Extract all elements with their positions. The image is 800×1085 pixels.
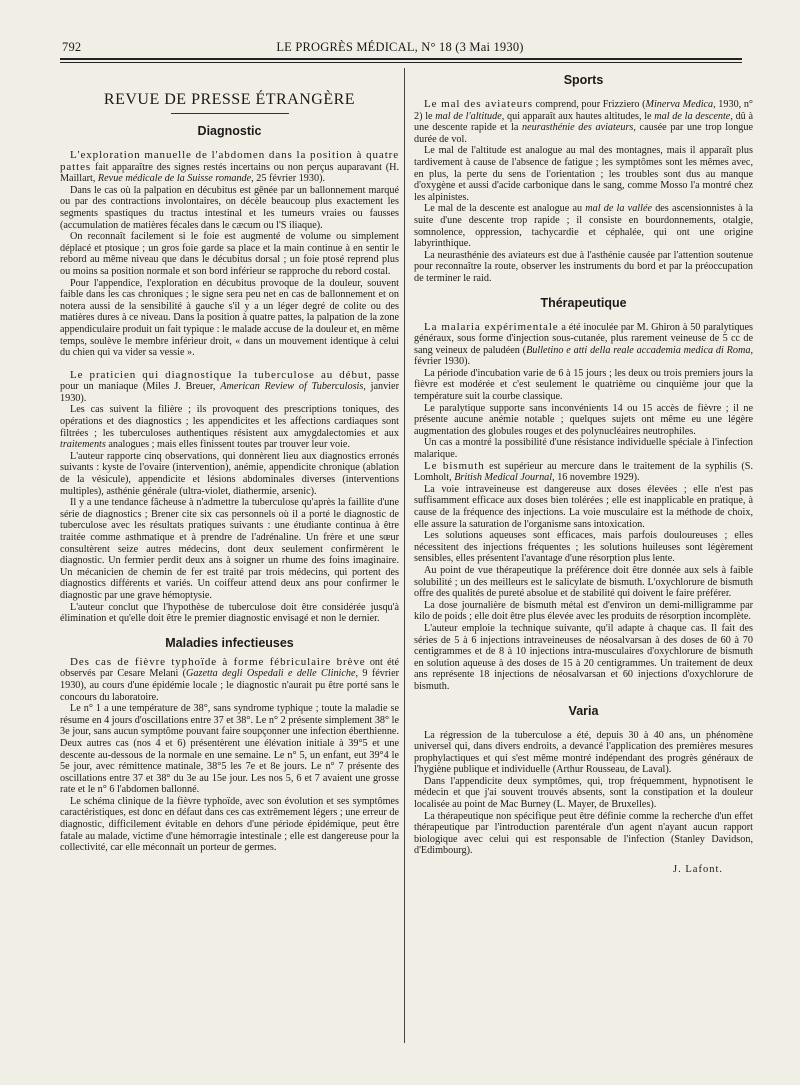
article-aviateurs: Le mal des aviateurs comprend, pour Frizziero (Minerva Medica, 1930, n° 2) le mal de l'altitude, qui apparaît aux hautes altitudes, le mal de la descente, dû à une descente rapide et la neurasthénie des aviateurs, causée par une trop longue durée de vol. xyxy=(414,98,754,145)
paragraph: Le mal de la descente est analogue au mal de la vallée des ascensionnistes à la suite d'une descente trop rapide ; il consiste en bourdonnements, otalgie, somnolence, oppression, tachycardie et céphalée, qui ont une origine labyrinthique. xyxy=(414,203,754,250)
paragraph: La période d'incubation varie de 6 à 15 jours ; les deux ou trois premiers jours la fièvre est modérée et c'est seulement le quatrième ou cinquième jour que la température suit la courbe classique. xyxy=(414,367,753,403)
article-lead: La malaria expérimentale xyxy=(424,320,559,333)
paragraph: Il y a une tendance fâcheuse à n'admettre la tuberculose qu'après la faillite d'une série de diagnostics ; Brener cite six cas personnels où il a porté le diagnostic de tuberculose avec les résultats pratiques suivants : une étudiante continua à être traitée comme asthmatique et à prendre de l'adrénaline. Un frère et une sœur consultèrent seize autres médecins, dont deux seulement confirmèrent le diagnostic. Un fermier perdit deux ans à soigner un rhume des foins imaginaire. Un mécanicien de chemin de fer est traité par trois médecins, qui portent des diagnostics différents et variés. Un coiffeur attend deux ans pour confirmer le diagnostic par une grave hémoptysie. xyxy=(60,497,399,601)
article-bismuth: Le bismuth est supérieur au mercure dans le traitement de la syphilis (S. Lomholt, British Medical Journal, 16 novembre 1929). xyxy=(414,459,753,484)
page-number: 792 xyxy=(62,40,82,54)
source-citation: Bulletino e atti della reale accademia medica di Roma xyxy=(526,344,751,356)
paragraph: Dans le cas où la palpation en décubitus est gênée par un ballonnement marqué ou par des contractions involontaires, on décèle beaucoup plus exactement les segments spastiques du tractus intestinal et les tumeurs vraies ou fausses (accumulation de matières fécales dans le cæcum ou l'S iliaque). xyxy=(60,184,399,231)
section-title-therapeutique: Thérapeutique xyxy=(540,295,627,310)
paragraph: Le mal de l'altitude est analogue au mal des montagnes, mais il apparaît plus tardivement à cause de l'absence de fatigue ; les symptômes sont les mêmes avec, en plus, la perte du sens de l'orientation ; les troubles sont dus au manque d'oxygène et aussi d'acide carbonique dans le sang, comme Mosso l'a montré chez les alpinistes. xyxy=(414,145,753,203)
paragraph: La régression de la tuberculose a été, depuis 30 à 40 ans, un phénomène universel qui, dans divers endroits, a devancé l'application des premières mesures prophylactiques et qui s'est même montré indépendant des progrès généraux de l'hygiène publique et individuelle (Arthur Rousseau, de Laval). xyxy=(414,729,753,776)
section-title-varia: Varia xyxy=(568,703,599,718)
source-citation: British Medical Journal xyxy=(454,472,553,484)
rubric-title: REVUE DE PRESSE ÉTRANGÈRE xyxy=(103,91,356,108)
article-lead: Le bismuth xyxy=(424,459,485,472)
section-title-maladies: Maladies infectieuses xyxy=(165,635,294,650)
paragraph: L'auteur rapporte cinq observations, qui donnèrent lieu aux diagnostics erronés suivants : kyste de l'ovaire (intervention), anémie, appendicite chronique (ablation de la vésicule), appendicite et lésions abdominales diverses (interventions multiples), asthénie générale (ultra-violet, diathermie, arsenic). xyxy=(60,450,399,497)
rubric-rule xyxy=(171,113,289,114)
header-rule xyxy=(60,58,742,60)
paragraph: Le schéma clinique de la fièvre typhoïde, avec son évolution et ses symptômes caractéristiques, est donc en défaut dans ces cas extrêmement légers ; une erreur de diagnostic, difficilement évitable en dehors d'une période épidémique, peut être fatale au malade, victime d'une hémorragie intestinale ; elle est dangereuse pour la collectivité, car elle méconnaît un porteur de germes. xyxy=(60,795,399,854)
paragraph: Les solutions aqueuses sont efficaces, mais parfois douloureuses ; elles nécessitent des injections fréquentes ; les solutions huileuses sont légèrement sensibles, elles présentent l'avantage d'une résorption plus lente. xyxy=(414,530,753,565)
paragraph: Dans l'appendicite deux symptômes, qui, trop fréquemment, hypnotisent le médecin et que j'ai souvent trouvés absents, sont la constipation et la douleur localisée au point de Mac Burney (L. Mayer, de Bruxelles). xyxy=(414,775,753,811)
column-separator xyxy=(404,68,405,1043)
paragraph: La voie intraveineuse est dangereuse aux doses élevées ; elle n'est pas suffisamment efficace aux doses bien tolérées ; elle est inapplicable en pratique, à cause de la fréquence des injections. La voie musculaire est la méthode de choix, elle assure la saturation de l'organisme sans intoxication. xyxy=(414,483,753,530)
article-lead: L'exploration manuelle de l'abdomen dans la position à quatre pattes xyxy=(60,149,399,173)
paragraph: Un cas a montré la possibilité d'une résistance individuelle spéciale à l'infection malarique. xyxy=(414,437,753,461)
article-typhoide: Des cas de fièvre typhoïde à forme fébriculaire brève ont été observés par Cesare Melani (Gazetta degli Ospedali e delle Cliniche, 9 février 1930), au cours d'une épidémie locale ; le diagnostic n'aurait pu être porté sans le concours du laboratoire. xyxy=(60,655,399,703)
paragraph: La thérapeutique non spécifique peut être définie comme la recherche d'un effet thérapeutique par l'introduction parentérale d'un agent n'ayant aucun rapport biologique avec celui qui est responsable de l'infection (Stanley Davidson, d'Edimbourg). xyxy=(414,810,753,857)
paragraph: Les cas suivent la filière ; ils provoquent des prescriptions toniques, des opérations et des diagnostics ; les appendicites et les affections cardiaques sont filtrées ; les tuberculoses authentiques résistent aux amygdalectomies et aux traitements analogues ; mais elles finissent toutes par trouver leur voie. xyxy=(60,404,399,451)
source-citation: American Review of Tuberculosis xyxy=(220,381,364,393)
paragraph: La neurasthénie des aviateurs est due à l'asthénie causée par l'attention soutenue pour reconnaître la route, observer les instruments du bord et par la préoccupation de terminer le raid. xyxy=(414,249,753,284)
source-citation: Revue médicale de la Suisse romande xyxy=(97,173,252,185)
article-tuberculose: Le praticien qui diagnostique la tuberculose au début, passe pour un maniaque (Miles J. Breuer, American Review of Tuberculosis, janvier 1930). xyxy=(60,368,399,404)
section-title-sports: Sports xyxy=(563,73,604,87)
paragraph: On reconnaît facilement si le foie est augmenté de volume ou simplement déplacé et ptosique ; un gros foie garde sa place et la main continue à en sentir le rebord au même niveau que dans le décubitus dorsal ; un foie ptosé reprend plus ou moins sa position normale et son bord inférieur se rapproche du rebord costal. xyxy=(60,231,399,277)
running-header xyxy=(62,40,738,54)
journal-title: LE PROGRÈS MÉDICAL, N° 18 (3 Mai 1930) xyxy=(276,40,524,54)
article-malaria: La malaria expérimentale a été inoculée par M. Ghiron à 50 paralytiques généraux, sous forme d'injection sous-cutanée, plus rarement veineuse de 5 cc de sang veineux de paludéen (Bulletino e atti della reale accademia medica di Roma, février 1930). xyxy=(414,320,754,368)
paragraph: Au point de vue thérapeutique la préférence doit être donnée aux sels à faible solubilité ; un des meilleurs est le salicylate de bismuth. L'oxychlorure de bismuth offre des qualités de pureté absolue et de stabilité qui doivent le faire préférer. xyxy=(414,564,753,600)
left-column xyxy=(60,68,399,854)
source-citation: Gazetta degli Ospedali e delle Cliniche xyxy=(186,668,356,680)
paragraph: L'auteur conclut que l'hypothèse de tuberculose doit être considérée jusqu'à élimination et qu'elle doit être le premier diagnostic envisagé et non le dernier. xyxy=(60,601,399,625)
source-citation: Minerva Medica xyxy=(645,99,714,110)
article-abdomen: L'exploration manuelle de l'abdomen dans la position à quatre pattes fait apparaître des signes restés incertains ou non perçus auparavant (H. Maillart, Revue médicale de la Suisse romande, 25 février 1930). xyxy=(60,149,399,185)
paragraph: Le paralytique supporte sans inconvénients 14 ou 15 accès de fièvre ; il ne présente aucune anémie notable ; quelques sujets ont même eu une légère augmentation des globules rouges et des polynucléaires neutrophiles. xyxy=(414,402,753,437)
article-lead: Le praticien qui diagnostique la tuberculose au début, xyxy=(70,368,372,381)
article-lead: Des cas de fièvre typhoïde à forme fébriculaire brève xyxy=(70,655,366,668)
paragraph: L'auteur emploie la technique suivante, qu'il adapte à chaque cas. Il fait des séries de 5 à 6 injections intraveineuses de néosalvarsan à des doses de 60 à 70 centigrammes et de 8 à 10 injections intra-musculaires d'oxychlorure de bismuth en solution aqueuse à des doses de 15 à 20 centigrammes. Un traitement de deux ans représente 18 injections de néosalvarsan et 60 injections d'oxychlorure de bismuth. xyxy=(414,622,753,692)
paragraph: La dose journalière de bismuth métal est d'environ un demi-milligramme par kilo de poids ; elle doit être plus élevée avec les produits de résorption incomplète. xyxy=(414,599,753,623)
right-column xyxy=(414,68,753,876)
article-lead: Le mal des aviateurs xyxy=(424,98,533,110)
paragraph: Le n° 1 a une température de 38°, sans syndrome typhique ; toute la maladie se résume en 4 jours d'oscillations entre 37 et 38°. Le n° 2 présente simplement 38° le 3e jour, sans aucun symptôme pouvant faire soupçonner une infection éberthienne. Deux autres cas (nos 4 et 6) présentèrent une élévation initiale à 39°5 et une descente au-dessous de la normale en une semaine. Le n° 5, un enfant, eut 39°4 le 5e jour, avec rémittence matinale, 38°5 les 7e et 8e jours. Le n° 7 présente des oscillations entre 37 et 38° du 3e au 15e jour. Les nos 5, 6 et 7 avaient une grosse rate et le n° 6 l'abdomen ballonné. xyxy=(60,703,399,796)
author-signature: J. Lafont. xyxy=(673,864,723,876)
header-rule-thin xyxy=(60,62,742,63)
paragraph: Pour l'appendice, l'exploration en décubitus provoque de la douleur, souvent faible dans les cas chroniques ; le signe sera peu net en cas de ballonnement et on notera aussi de la sensibilité à gauche s'il y a un léger degré de colite ou des matières dures à ce niveau. Dans la position à quatre pattes, la palpation de la zone appendiculaire produit un fait typique : le malade accuse de la douleur et, en même temps, soulève le membre inférieur droit, « dans un mouvement identique à celui du chien qui va vider sa vessie ». xyxy=(60,277,399,359)
section-title-diagnostic: Diagnostic xyxy=(197,124,262,138)
